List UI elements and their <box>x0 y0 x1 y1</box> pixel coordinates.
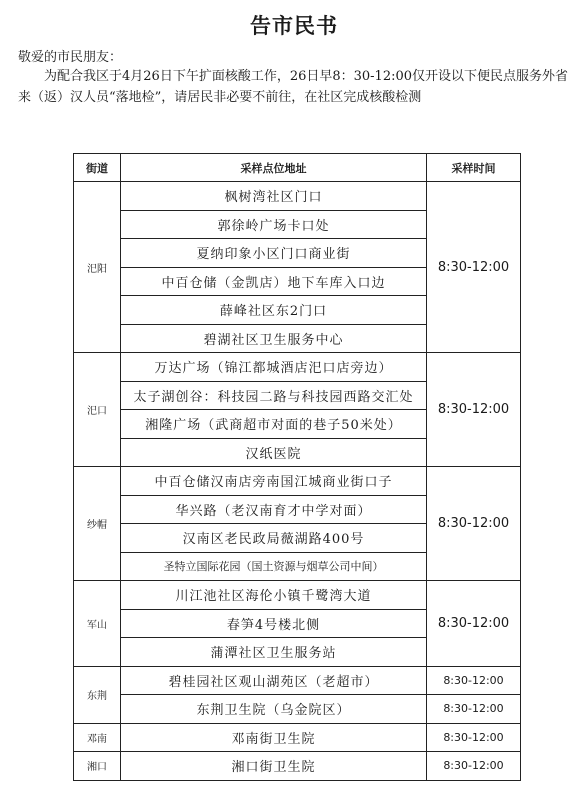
site-cell: 郭徐岭广场卡口处 <box>121 210 427 239</box>
street-cell: 邓南 <box>74 723 121 752</box>
site-cell: 华兴路（老汉南育才中学对面） <box>121 495 427 524</box>
site-cell: 碧桂园社区观山湖苑区（老超市） <box>121 666 427 695</box>
street-cell: 纱帽 <box>74 467 121 581</box>
table-row <box>74 723 521 752</box>
time-cell: 8:30-12:00 <box>427 182 521 353</box>
header-time: 采样时间 <box>427 154 521 182</box>
street-cell: 汜阳 <box>74 182 121 353</box>
notice-paragraph: 为配合我区于4月26日下午扩面核酸工作，26日早8：30-12:00仅开设以下便民点服务外省来（返）汉人员“落地检”，请居民非必要不前往，在社区完成核酸检测 <box>18 69 569 105</box>
site-cell: 邓南街卫生院 <box>121 723 427 752</box>
street-cell: 东荆 <box>74 666 121 723</box>
site-cell: 薛峰社区东2门口 <box>121 296 427 325</box>
site-cell: 枫树湾社区门口 <box>121 182 427 211</box>
table-row <box>74 353 521 382</box>
site-cell: 汉南区老民政局薇湖路400号 <box>121 524 427 553</box>
header-street: 街道 <box>74 154 121 182</box>
table-row <box>74 666 521 695</box>
site-cell: 春笋4号楼北侧 <box>121 609 427 638</box>
time-cell: 8:30-12:00 <box>427 695 521 724</box>
sampling-schedule-table <box>73 153 521 781</box>
site-cell: 蒲潭社区卫生服务站 <box>121 638 427 667</box>
site-cell: 东荆卫生院（乌金院区） <box>121 695 427 724</box>
site-cell: 湘隆广场（武商超市对面的巷子50米处） <box>121 410 427 439</box>
site-cell: 中百仓储汉南店旁南国江城商业街口子 <box>121 467 427 496</box>
table-row <box>74 467 521 496</box>
time-cell: 8:30-12:00 <box>427 723 521 752</box>
site-cell: 川江池社区海伦小镇千鹭湾大道 <box>121 581 427 610</box>
table-header-row <box>74 154 521 182</box>
street-cell: 军山 <box>74 581 121 667</box>
street-cell: 湘口 <box>74 752 121 781</box>
time-cell: 8:30-12:00 <box>427 581 521 667</box>
site-cell: 夏纳印象小区门口商业街 <box>121 239 427 268</box>
site-cell: 中百仓储（金凯店）地下车库入口边 <box>121 267 427 296</box>
site-cell: 碧湖社区卫生服务中心 <box>121 324 427 353</box>
site-cell: 圣特立国际花园（国土资源与烟草公司中间） <box>121 552 427 581</box>
time-cell: 8:30-12:00 <box>427 353 521 467</box>
site-cell: 湘口街卫生院 <box>121 752 427 781</box>
time-cell: 8:30-12:00 <box>427 467 521 581</box>
time-cell: 8:30-12:00 <box>427 752 521 781</box>
table-row <box>74 581 521 610</box>
site-cell: 汉纸医院 <box>121 438 427 467</box>
table-row <box>74 182 521 211</box>
time-cell: 8:30-12:00 <box>427 666 521 695</box>
greeting: 敬爱的市民朋友： <box>18 50 123 65</box>
site-cell: 太子湖创谷：科技园二路与科技园西路交汇处 <box>121 381 427 410</box>
street-cell: 汜口 <box>74 353 121 467</box>
header-site: 采样点位地址 <box>121 154 427 182</box>
page-title: 告市民书 <box>250 13 338 38</box>
table-row <box>74 752 521 781</box>
site-cell: 万达广场（锦江都城酒店汜口店旁边） <box>121 353 427 382</box>
table-row <box>74 695 521 724</box>
